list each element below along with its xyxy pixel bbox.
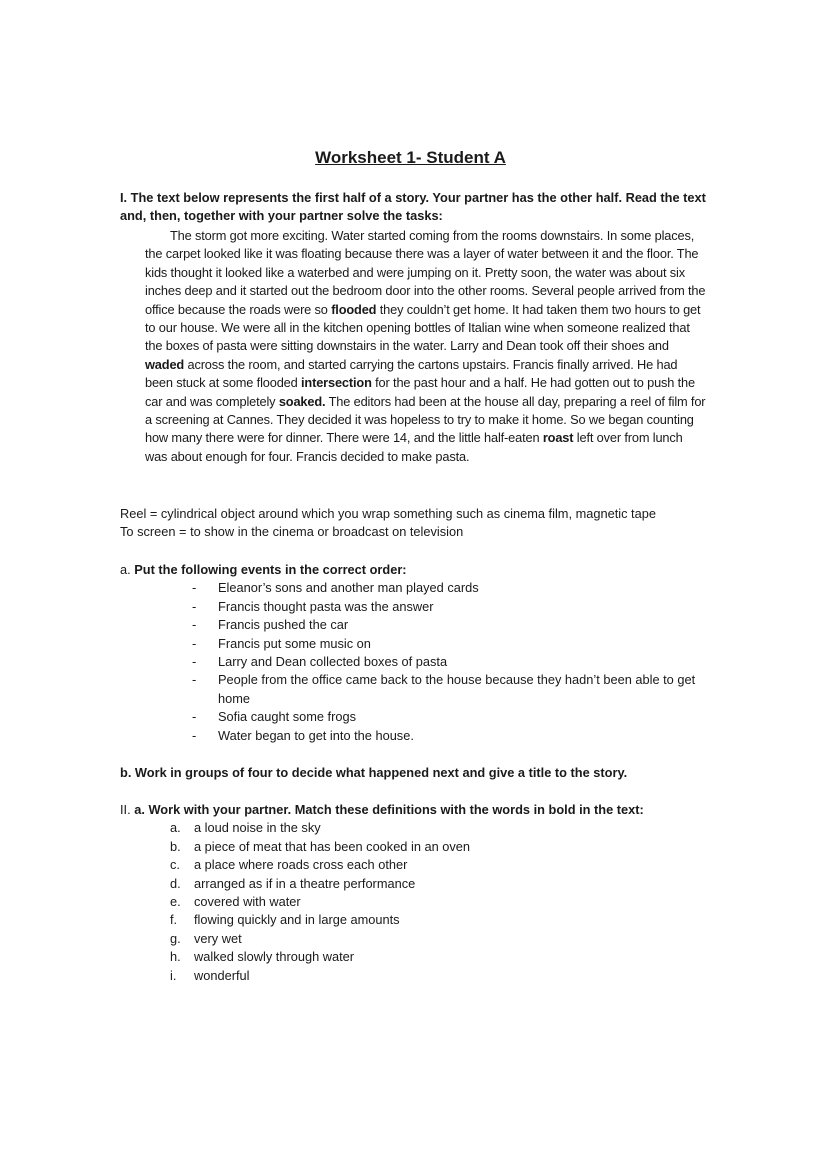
bold-word-intersection: intersection [301, 375, 372, 391]
story-part: The storm got more exciting. Water started coming from the rooms downstairs. In some places, the carpet looked like it was floating because there was a layer of water between it and the floor. The kids thought it looked like a waterbed and were jumping on it. Pretty soon, the water was about six inches deep and it started out the bedroom door into the other rooms. Several people arrived from the office because the roads were so [145, 228, 706, 317]
dash-marker: - [192, 654, 197, 670]
item-letter: a. [170, 820, 181, 836]
story-part: The editors had been at the house all day, preparing a reel of film for a screening at Cannes. They decided it was hopeless to try to make it home. So we began counting how many there were for dinner. There were 14, and the little half-eaten [145, 393, 706, 446]
section-2-instruction: a. Work with your partner. Match these definitions with the words in bold in the text: [134, 802, 644, 817]
task-a-instruction: Put the following events in the correct order: [134, 562, 407, 577]
dash-marker: - [192, 709, 197, 725]
story-paragraph [145, 227, 707, 466]
story-part: across the room, and started carrying the cartons upstairs. Francis finally arrived. He had been stuck at some flooded [145, 356, 678, 391]
item-letter: i. [170, 967, 177, 983]
event-text: Water began to get into the house. [218, 727, 414, 743]
dash-marker: - [192, 598, 197, 614]
item-letter: d. [170, 875, 181, 891]
task-a [120, 561, 740, 745]
definition-text: flowing quickly and in large amounts [194, 912, 400, 928]
event-text: Larry and Dean collected boxes of pasta [218, 654, 448, 670]
event-text: Francis put some music on [218, 635, 371, 651]
item-letter: e. [170, 894, 181, 910]
section-2-prefix: II. [120, 802, 131, 817]
bold-word-waded: waded [145, 356, 185, 372]
task-b: b. Work in groups of four to decide what happened next and give a title to the story. [120, 765, 628, 780]
item-letter: g. [170, 930, 181, 946]
definition-text: arranged as if in a theatre performance [194, 875, 416, 891]
list-item [192, 616, 698, 634]
definitions-list [120, 819, 740, 985]
list-item [170, 893, 740, 911]
list-item [170, 948, 740, 966]
bold-word-roast: roast [542, 430, 574, 446]
item-letter: c. [170, 857, 180, 873]
glossary [120, 505, 760, 542]
event-text: Sofia caught some frogs [218, 709, 356, 725]
section-1-heading: I. The text below represents the first half of a story. Your partner has the other half. Read the text and, then, together with your partner solve the tasks: [120, 190, 706, 224]
list-item [170, 838, 740, 856]
list-item [192, 579, 698, 597]
item-letter: h. [170, 949, 181, 965]
task-a-heading [120, 561, 740, 579]
dash-marker: - [192, 617, 197, 633]
list-item [192, 598, 698, 616]
task-a-prefix: a. [120, 562, 131, 577]
event-text: Francis pushed the car [218, 617, 349, 633]
story-text [145, 227, 707, 466]
list-item [170, 930, 740, 948]
list-item [192, 653, 698, 671]
definition-text: very wet [194, 930, 242, 946]
event-text: Francis thought pasta was the answer [218, 598, 434, 614]
item-letter: b. [170, 838, 181, 854]
list-item [192, 635, 698, 653]
dash-marker: - [192, 672, 197, 688]
item-letter: f. [170, 912, 178, 928]
list-item [170, 967, 740, 985]
dash-marker: - [192, 580, 197, 596]
list-item [192, 708, 698, 726]
dash-marker: - [192, 727, 197, 743]
event-text: People from the office came back to the house because they hadn’t been able to get home [218, 672, 696, 706]
list-item [170, 911, 740, 929]
story-part: left over from lunch was about enough for four. Francis decided to make pasta. [145, 430, 683, 464]
definition-text: a piece of meat that has been cooked in an oven [194, 838, 471, 854]
story-part: for the past hour and a half. He had gotten out to push the car and was completely [145, 375, 695, 409]
definition-text: a loud noise in the sky [194, 820, 321, 836]
glossary-reel: Reel = cylindrical object around which you wrap something such as cinema film, magnetic tape [120, 506, 656, 521]
story-part: they couldn’t get home. It had taken them two hours to get to our house. We were all in the kitchen opening bottles of Italian wine when someone realized that the boxes of pasta were sitting downstairs in the water. Larry and Dean took off their shoes and [145, 301, 701, 354]
list-item [170, 875, 740, 893]
events-list [120, 579, 740, 745]
bold-word-flooded: flooded [331, 301, 377, 317]
definition-text: walked slowly through water [194, 949, 355, 965]
page-title: Worksheet 1- Student A [315, 148, 506, 167]
event-text: Eleanor’s sons and another man played cards [218, 580, 479, 596]
section-2 [120, 801, 740, 985]
definition-text: covered with water [194, 894, 301, 910]
list-item [170, 856, 740, 874]
list-item [192, 671, 698, 708]
definition-text: wonderful [194, 967, 250, 983]
list-item [192, 727, 698, 745]
glossary-screen: To screen = to show in the cinema or broadcast on television [120, 524, 464, 540]
section-2-heading [120, 801, 740, 819]
bold-word-soaked: soaked. [278, 393, 326, 409]
list-item [170, 819, 740, 837]
definition-text: a place where roads cross each other [194, 857, 408, 873]
dash-marker: - [192, 635, 197, 651]
